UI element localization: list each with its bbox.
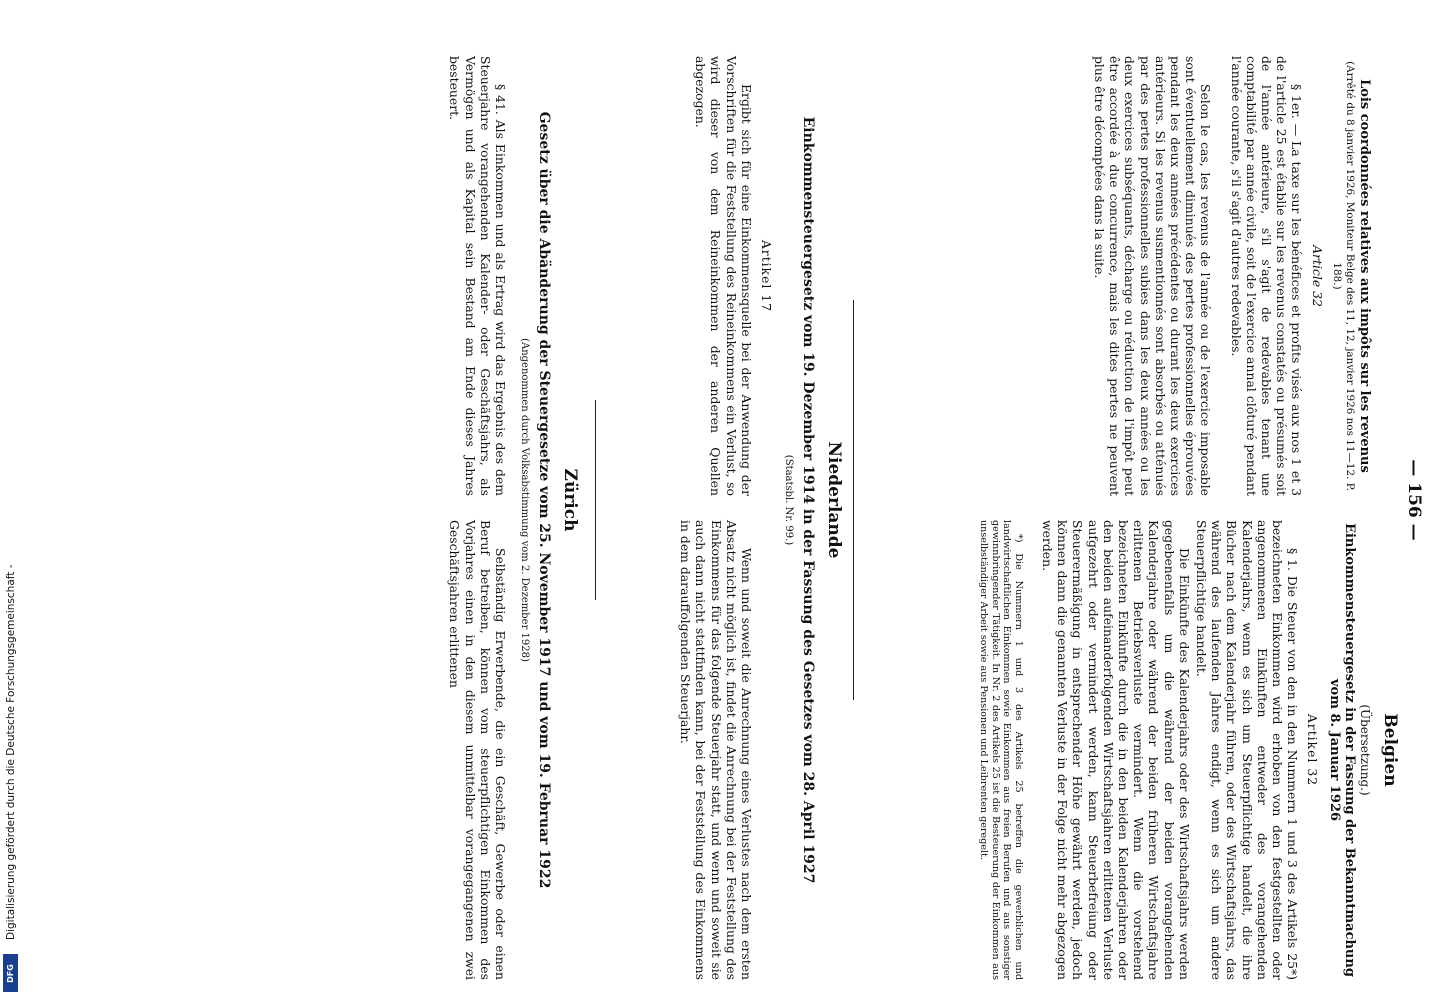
- digitization-credit: Digitalisierung gefördert durch die Deutsche Forschungsgemeinschaft -: [5, 564, 17, 940]
- digitization-footer: [0, 0, 22, 1000]
- zuerich-paragraph-1: § 41. Als Einkommen und als Ertrag wird das Ergebnis des dem Steuerjahre vorangehenden Kalender- oder Geschäftsjahrs, als Vermögen und als Kapital sein Bestand am Ende dieses Jahres besteuert.: [447, 56, 508, 496]
- translation-note: (Übersetzung.): [1358, 704, 1372, 796]
- niederlande-article-heading: Artikel 17: [759, 239, 774, 313]
- zuerich-right-column: [447, 520, 508, 980]
- zuerich-law-title: Gesetz über die Abänderung der Steuergesetze vom 25. November 1917 und vom 19. Februar 1922: [536, 111, 552, 889]
- french-law-title: Lois coordonnées relatives aux impôts sur les revenus: [1357, 79, 1372, 473]
- german-article-heading: Artikel 32: [1305, 713, 1321, 787]
- dfg-logo-icon: [3, 954, 18, 992]
- niederlande-right-column: [678, 520, 754, 980]
- niederlande-paragraph-2: Wenn und soweit die Anrechnung eines Verlustes nach dem ersten Absatz nicht möglich ist, findet die Anrechnung bei der Feststellung des Einkommens für das folgende Steuerjahr statt, und wenn und soweit sie auch dann nicht stattfinden kann, bei der Feststellung des Einkommens in dem darauffolgenden Steuerjahr.: [678, 520, 754, 980]
- french-paragraph-1: § 1er. — La taxe sur les bénéfices et profits visés aux nos 1 et 3 de l'article 25 est établie sur les revenus constatés ou présumés soit de l'année antérieure, s'il s'agit de redevables tenant une comptabilité par année civile, soit de l'exercice annal clôturé pendant l'année courante, s'il s'agit d'autres redevables.: [1228, 56, 1305, 496]
- section-divider-1: [853, 300, 854, 700]
- footnote-text: *) Die Nummern 1 und 3 des Artikels 25 betreffen die gewerblichen und landwirtschaftlichen Einkommen sowie Einkommen aus freien Berufen und aus sonstiger gewinnbringender Tätigkeit. In Nr. 2 des Artikels 25 ist die Besteuerung der Einkommen aus unselbständiger Arbeit sowie aus Pensionen und Leibrenten geregelt.: [977, 520, 1024, 980]
- niederlande-law-source: (Staatsbl. Nr. 99.): [783, 454, 794, 546]
- zuerich-paragraph-2: Selbständig Erwerbende, die ein Geschäft, Gewerbe oder einen Beruf betreiben, können vom steuerpflichtigen Einkommen des Vorjahres einen in den diesem unmittelbar vorangegangenen zwei Geschäftsjahren erlittenen: [447, 520, 508, 980]
- zuerich-left-column: [447, 56, 508, 496]
- german-paragraph-1: § 1. Die Steuer von den in den Nummern 1 und 3 des Artikels 25*) bezeichneten Einkommen wird erhoben von den festgestellten oder angenommenen Einkünften entweder des vorangehenden Kalenderjahrs, wenn es sich um Steuerpflichtige handelt, die ihre Bücher nach dem Kalenderjahr führen, oder des Wirtschaftsjahrs, das während des laufenden Jahres endigt, wenn es sich um andere Steuerpflichtige handelt.: [1193, 520, 1301, 980]
- niederlande-left-column: [693, 56, 774, 496]
- section-divider-2: [595, 400, 596, 600]
- german-paragraph-2: Die Einkünfte des Kalenderjahrs oder des Wirtschaftsjahrs werden gegebenenfalls um die während der beiden vorangehenden Kalenderjahre oder während der beiden früheren Wirtschaftsjahre erlittenen Betriebsverluste vermindert. Wenn die vorstehend bezeichneten Einkünfte durch die in den beiden Kalenderjahren oder den beiden aufeinanderfolgenden Wirtschaftsjahren erlittenen Verluste aufgezehrt oder vermindert werden, kann Steuerbefreiung oder Steuerermäßigung in entsprechender Höhe gewährt werden, jedoch können dann die genannten Verluste in der Folge nicht mehr abgezogen werden.: [1039, 520, 1192, 980]
- belgien-german-column: [977, 520, 1372, 980]
- niederlande-law-title: Einkommensteuergesetz vom 19. Dezember 1914 in der Fassung des Gesetzes vom 28. April 1927: [800, 116, 816, 884]
- country-heading-zuerich: Zürich: [560, 468, 580, 532]
- french-paragraph-2: Selon le cas, les revenus de l'année ou de l'exercice imposable sont éventuellement diminués des pertes professionnelles éprouvées pendant les deux années précédentes ou durant les deux exercices antérieurs. Si les revenus susmentionnés sont absorbés ou atténués par des pertes professionnelles subies dans les deux années ou les deux exercices subséquants, décharge ou réduction de l'impôt peut être accordée à due concurrence, mais les dites pertes ne peuvent plus être décomptées dans la suite.: [1091, 56, 1214, 496]
- belgien-french-column: [1092, 56, 1372, 496]
- french-law-source: (Arrêté du 8 janvier 1926, Moniteur Belge des 11, 12, janvier 1926 nos 11—12. P. 188.): [1331, 61, 1356, 491]
- dfg-logo-text: DFG: [6, 963, 16, 983]
- german-law-title: Einkommensteuergesetz in der Fassung der Bekanntmachung vom 8. Januar 1926: [1326, 523, 1357, 977]
- french-article-heading: Article 32: [1309, 245, 1325, 307]
- page-number: — 156 —: [1404, 459, 1424, 541]
- zuerich-law-source: (Angenommen durch Volksabstimmung vom 2. Dezember 1928): [519, 338, 530, 662]
- country-heading-belgien: Belgien: [1380, 713, 1400, 787]
- country-heading-niederlande: Niederlande: [824, 441, 844, 559]
- niederlande-paragraph-1: Ergibt sich für eine Einkommensquelle bei der Anwendung der Vorschriften für die Feststellung des Reineinkommens ein Verlust, so wird dieser von dem Reineinkommen der anderen Quellen abgezogen.: [693, 56, 754, 496]
- german-footnote: [977, 520, 1023, 980]
